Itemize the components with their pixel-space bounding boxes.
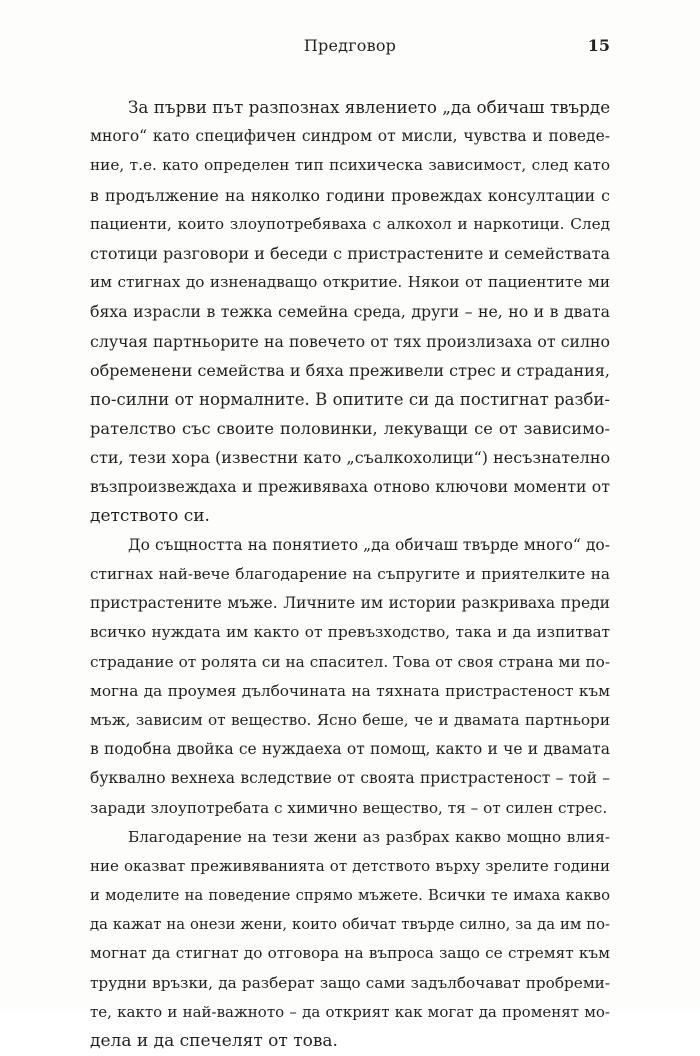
text-line: бяха израсли в тежка семейна среда, други – не, но и в двата (90, 302, 610, 322)
text-line: заради злоупотребата с химично вещество, тя – от силен стрес. (90, 798, 608, 817)
text-line: страдание от ролята си на спасител. Това от своя страна ми по- (90, 652, 610, 671)
page-number: 15 (587, 36, 610, 55)
text-line: им стигнах до изненадващо откритие. Някои от пациентите ми (90, 273, 610, 292)
text-line: ние, т.е. като определен тип психическа зависимост, след като (90, 156, 610, 175)
text-line: пациенти, които злоупотребяваха с алкохол и наркотици. След (90, 214, 610, 233)
text-line: да кажат на онези жени, които обичат твърде силно, за да им по- (90, 916, 610, 934)
paragraph-1 (90, 93, 610, 531)
text-line: трудни връзки, да разберат защо сами задълбочават пробреми- (90, 973, 610, 992)
text-line: те, както и най-важното – да открият как могат да променят мо- (90, 1002, 610, 1021)
text-line: възпроизвеждаха и преживяваха отново ключови моменти от (90, 477, 610, 497)
text-line: рателство със своите половинки, лекуващи се от зависимо- (90, 419, 610, 439)
text-line: стотици разговори и беседи с пристрастените и семействата (90, 243, 610, 263)
text-line: могна да проумея дълбочината на тяхната пристрастеност към (90, 681, 610, 700)
text-line: в продължение на няколко години провеждах консултации с (90, 185, 610, 205)
text-line: ние оказват преживяванията от детството върху зрелите години (90, 856, 610, 875)
text-line: много“ като специфичен синдром от мисли, чувства и поведе- (90, 127, 610, 146)
text-line: могнат да стигнат до отговора на въпроса защо се стремят към (90, 944, 610, 963)
text-line: случая партньорите на повечето от тях произлизаха от силно (90, 331, 610, 351)
text-line: всичко нуждата им както от превъзходство, така и да изпитват (90, 623, 610, 642)
running-title: Предговор (303, 36, 397, 55)
text-line: стигнах най-вече благодарение на съпругите и приятелките на (90, 565, 610, 583)
text-line: мъж, зависим от вещество. Ясно беше, че и двамата партньори (90, 710, 610, 729)
paragraph-2 (90, 531, 610, 823)
page-header (90, 36, 610, 66)
text-line: по-силни от нормалните. В опитите си да постигнат разби- (90, 389, 610, 409)
text-line: в подобна двойка се нуждаеха от помощ, както и че и двамата (90, 740, 610, 759)
text-line: и моделите на поведение спрямо мъжете. Всички те имаха какво (90, 887, 610, 905)
text-line: Благодарение на тези жени аз разбрах какво мощно влия- (128, 827, 610, 846)
body-text (90, 93, 610, 1056)
text-line: дела и да спечелят от това. (90, 1031, 338, 1051)
text-line: сти, тези хора (известни като „съалкохолици“) несъзнателно (90, 448, 611, 468)
text-line: пристрастените мъже. Личните им истории разкриваха преди (90, 594, 610, 613)
text-line: До същността на понятието „да обичаш твърде много“ до- (128, 535, 610, 554)
text-line: буквално вехнеха вследствие от своята пристрастеност – той – (90, 769, 610, 788)
text-line: За първи път разпознах явлението „да обичаш твърде (128, 97, 611, 117)
text-line: обременени семейства и бяха преживели стрес и страдания, (90, 360, 610, 380)
text-line: детството си. (90, 505, 210, 526)
paragraph-3 (90, 823, 610, 1056)
